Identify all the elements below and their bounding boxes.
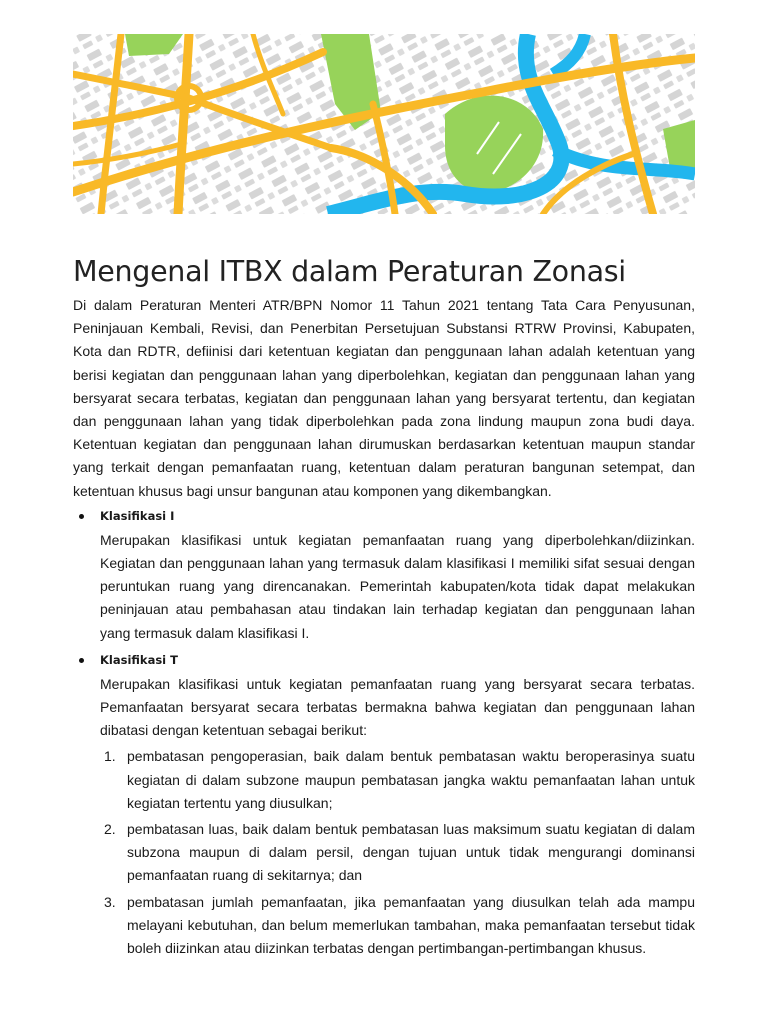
item-text: pembatasan luas, baik dalam bentuk pembatasan luas maksimum suatu kegiatan di dalam subzona maupun di dalam persil, dengan tujuan untuk tidak mengurangi dominansi pemanfaatan ruang di sekitarnya; dan — [127, 821, 695, 884]
item-number: 2. — [104, 821, 116, 838]
intro-paragraph: Di dalam Peraturan Menteri ATR/BPN Nomor 11 Tahun 2021 tentang Tata Cara Penyusunan, Peninjauan Kembali, Revisi, dan Penerbitan Persetujuan Substansi RTRW Provinsi, Kabupaten, Kota dan RDTR, defiinisi dari ketentuan kegiatan dan penggunaan lahan adalah ketentuan yang berisi kegiatan dan penggunaan lahan yang diperbolehkan, kegiatan dan penggunaan lahan yang bersyarat secara terbatas, kegiatan dan penggunaan lahan yang bersyarat tertentu, dan kegiatan dan penggunaan lahan yang tidak diperbolehkan pada zona lindung maupun zona budi daya. Ketentuan kegiatan dan penggunaan lahan dirumuskan berdasarkan ketentuan maupun standar yang terkait dengan pemanfaatan ruang, ketentuan dalam peraturan bangunan setempat, dan ketentuan khusus bagi unsur bangunan atau komponen yang dikembangkan. — [73, 297, 695, 499]
numbered-item — [100, 891, 695, 961]
bullet-text: Merupakan klasifikasi untuk kegiatan pemanfaatan ruang yang bersyarat secara terbatas. Pemanfaatan bersyarat secara terbatas bermakna bahwa kegiatan dan penggunaan lahan dibatasi dengan ketentuan sebagai berikut: — [100, 675, 695, 739]
bullet-text: Merupakan klasifikasi untuk kegiatan pemanfaatan ruang yang diperbolehkan/diizinkan. Kegiatan dan penggunaan lahan yang termasuk dalam klasifikasi I memiliki sifat sesuai dengan peruntukan ruang yang direncanakan. Pemerintah kabupaten/kota tidak dapat melakukan peninjauan atau pembahasan atau tindakan lain terhadap kegiatan dan penggunaan lahan yang termasuk dalam klasifikasi I. — [100, 531, 695, 641]
numbered-item — [100, 745, 695, 815]
city-map-illustration — [73, 34, 695, 214]
city-map-banner — [73, 34, 695, 214]
item-number: 3. — [104, 893, 116, 910]
numbered-item — [100, 818, 695, 888]
bullet-item — [73, 506, 695, 645]
page-title: Mengenal ITBX dalam Peraturan Zonasi — [73, 255, 626, 288]
bullet-heading: Klasifikasi I — [100, 508, 175, 523]
bullet-item — [73, 650, 695, 960]
item-text: pembatasan pengoperasian, baik dalam bentuk pembatasan waktu beroperasinya suatu kegiatan di dalam subzone maupun pembatasan jangka waktu pemanfaatan lahan untuk kegiatan tertentu yang diusulkan; — [127, 748, 695, 811]
bullet-heading: Klasifikasi T — [100, 652, 178, 667]
numbered-list — [100, 745, 695, 960]
item-text: pembatasan jumlah pemanfaatan, jika pemanfaatan yang diusulkan telah ada mampu melayani kebutuhan, dan belum memerlukan tambahan, maka pemanfaatan tersebut tidak boleh diizinkan atau diizinkan terbatas dengan pertimbangan-pertimbangan khusus. — [127, 893, 695, 957]
item-number: 1. — [104, 748, 116, 765]
article-body — [73, 294, 695, 963]
